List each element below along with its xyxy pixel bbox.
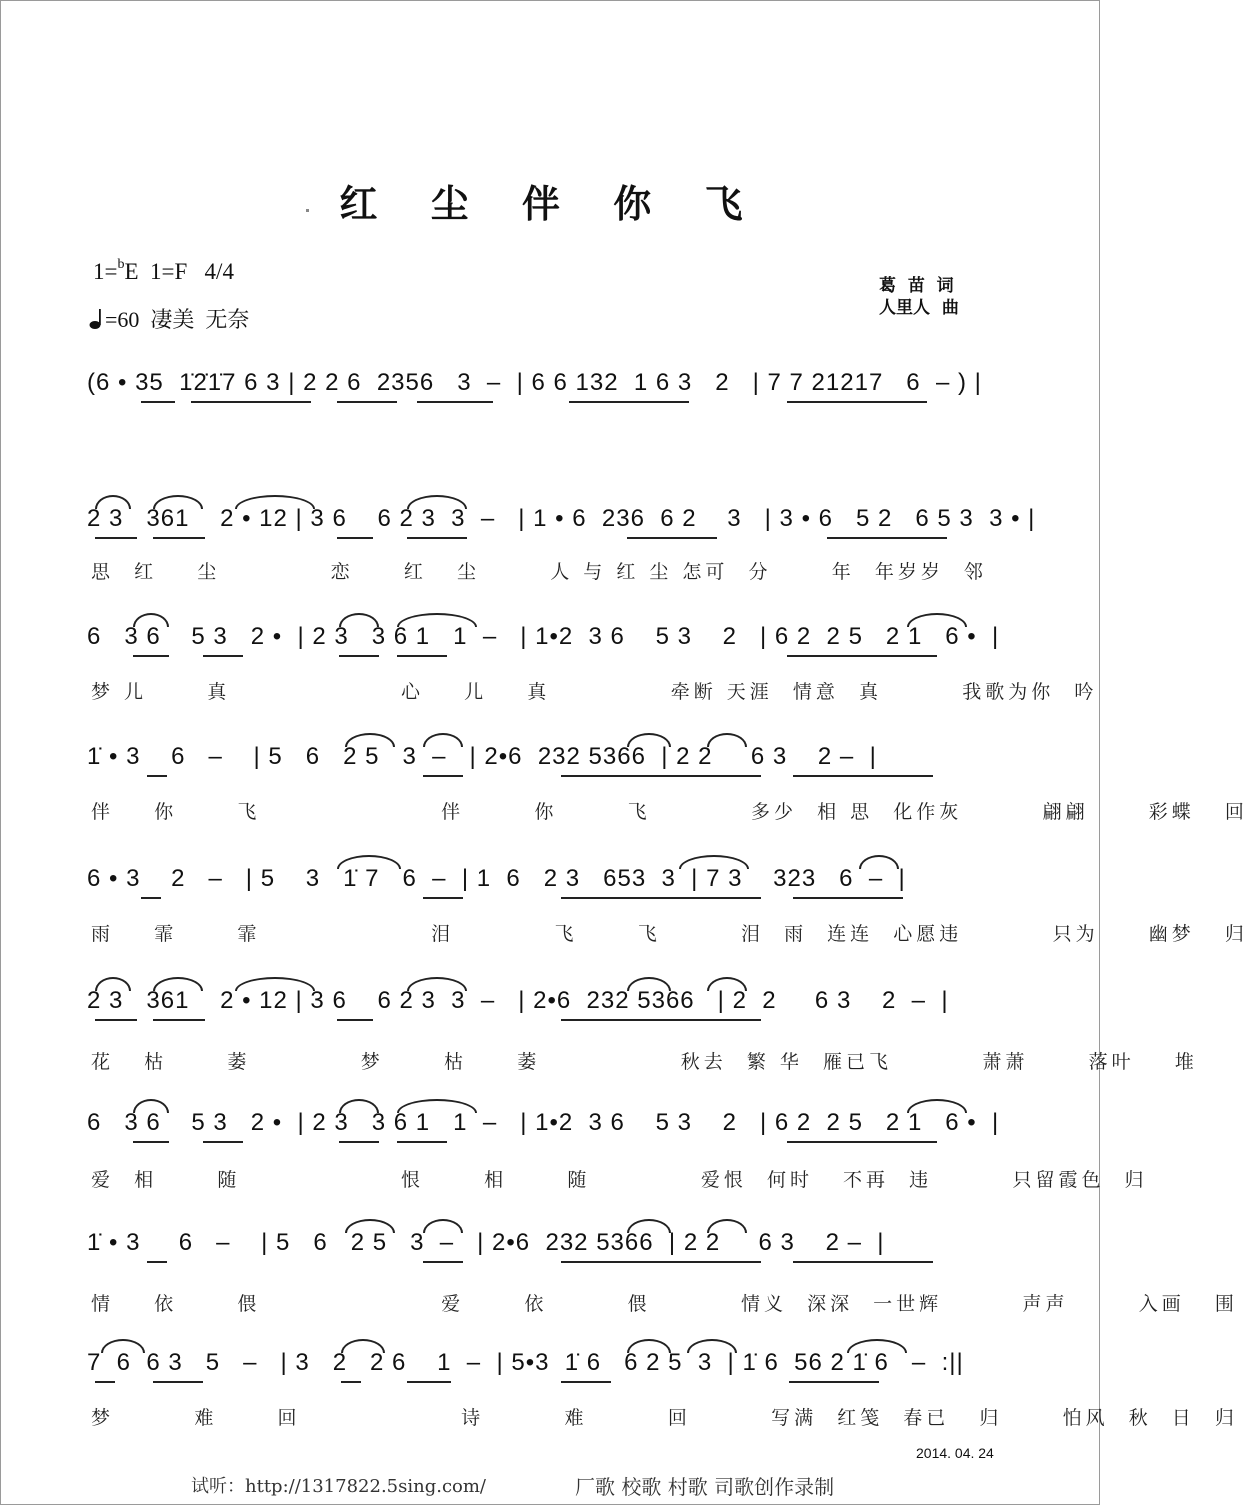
notation-text: 2 3 361 2 • 12 | 3 6 6 2 3 3 – | 2•6 232 5366 | 2 2 6 3 2 – | xyxy=(87,987,949,1014)
key-prefix: 1= xyxy=(93,259,118,284)
beam-underline xyxy=(407,1381,451,1383)
beam-underline xyxy=(203,655,243,657)
notation-text: 6 • 3 2 – | 5 3 1̇ 7 6 – | 1 6 2 3 653 3 | 7 3 323 6 – | xyxy=(87,865,906,892)
key-signature xyxy=(93,259,234,285)
listen-link[interactable]: 试听：http://1317822.5sing.com/ xyxy=(191,1476,486,1497)
staff-line-2 xyxy=(87,617,1007,667)
lyric-line-6 xyxy=(91,1165,1148,1195)
beam-underline xyxy=(203,1141,243,1143)
beam-underline xyxy=(787,1141,937,1143)
notation-text: 6 3 6 5 3 2 • | 2 3 3 6 1 1 – | 1•2 3 6 5 3 2 | 6 2 2 5 2 1 6 • | xyxy=(87,1109,1000,1136)
beam-underline xyxy=(627,537,717,539)
notation-text: 1̇ • 3 6 – | 5 6 2 5 3 – | 2•6 232 5366 | 2 2 6 3 2 – | xyxy=(87,743,877,770)
date-stamp: 2014. 04. 24 xyxy=(916,1445,994,1461)
beam-underline xyxy=(417,401,493,403)
tempo-marking xyxy=(89,303,249,334)
lyric-line-2 xyxy=(91,677,1098,707)
staff-line-1 xyxy=(87,499,1036,549)
lyric-line-3 xyxy=(91,797,1248,827)
key-flat-sign: b xyxy=(117,257,125,273)
beam-underline xyxy=(569,401,689,403)
beam-underline xyxy=(339,655,379,657)
beam-underline xyxy=(153,1019,205,1021)
lyric-text: 雨 霏 霏 泪 飞 飞 泪 雨 连连 心愿违 只为 幽梦 归 xyxy=(91,923,1248,945)
notation-text: 2 3 361 2 • 12 | 3 6 6 2 3 3 – | 1 • 6 236 6 2 3 | 3 • 6 5 2 6 5 3 3 • | xyxy=(87,505,1036,532)
lyric-line-7 xyxy=(91,1289,1238,1319)
beam-underline xyxy=(153,537,205,539)
beam-underline xyxy=(339,1141,379,1143)
beam-underline xyxy=(133,1141,169,1143)
lyric-text: 花 枯 萎 梦 枯 萎 秋去 繁 华 雁已飞 萧萧 落叶 堆 xyxy=(91,1051,1198,1073)
lyric-line-5 xyxy=(91,1047,1198,1077)
lyric-text: 伴 你 飞 伴 你 飞 多少 相 思 化作灰 翩翩 彩蝶 回 xyxy=(91,801,1248,823)
staff-line-8 xyxy=(87,1343,1007,1393)
beam-underline xyxy=(141,401,175,403)
beam-underline xyxy=(561,1019,761,1021)
beam-underline xyxy=(561,775,761,777)
staff-line-4 xyxy=(87,859,1007,909)
beam-underline xyxy=(793,775,933,777)
beam-underline xyxy=(827,537,947,539)
beam-underline xyxy=(133,655,169,657)
notation-text: 6 3 6 5 3 2 • | 2 3 3 6 1 1 – | 1•2 3 6 5 3 2 | 6 2 2 5 2 1 6 • | xyxy=(87,623,1000,650)
beam-underline xyxy=(423,1261,463,1263)
studio-tagline: 厂歌 校歌 村歌 司歌创作录制 xyxy=(575,1475,835,1499)
staff-line-0 xyxy=(87,363,1007,413)
notation-text: (6 • 35 1̇2̇1̇7 6 3 | 2 2 6 2356 3 – | 6 6 132 1 6 3 2 | 7 7 21217 6 – ) | xyxy=(87,369,982,396)
notation-text: 1̇ • 3 6 – | 5 6 2 5 3 – | 2•6 232 5366 | 2 2 6 3 2 – | xyxy=(87,1229,885,1256)
staff-line-5 xyxy=(87,981,1007,1031)
beam-underline xyxy=(787,401,927,403)
beam-underline xyxy=(423,775,463,777)
beam-underline xyxy=(341,1381,361,1383)
beam-underline xyxy=(793,897,903,899)
composer-credit: 人里人 曲 xyxy=(879,298,959,318)
lyric-line-8 xyxy=(91,1403,1238,1433)
beam-underline xyxy=(95,1019,137,1021)
beam-underline xyxy=(141,897,161,899)
beam-underline xyxy=(337,537,373,539)
staff-line-7 xyxy=(87,1223,1007,1273)
beam-underline xyxy=(337,1019,373,1021)
beam-underline xyxy=(407,537,467,539)
lyric-line-4 xyxy=(91,919,1248,949)
beam-underline xyxy=(147,775,167,777)
beam-underline xyxy=(423,897,463,899)
lyric-text: 思 红 尘 恋 红 尘 人 与 红 尘 怎可 分 年 年岁岁 邻 xyxy=(91,561,987,583)
beam-underline xyxy=(191,401,311,403)
beam-underline xyxy=(95,1381,115,1383)
lyricist-credit: 葛 苗 词 xyxy=(879,276,954,296)
lyric-text: 梦 难 回 诗 难 回 写满 红笺 春已 归 怕风 秋 日 归 xyxy=(91,1407,1238,1429)
beam-underline xyxy=(397,655,447,657)
beam-underline xyxy=(153,1381,203,1383)
quarter-note-icon xyxy=(89,308,105,330)
lyric-text: 爱 相 随 恨 相 随 爱恨 何时 不再 违 只留霞色 归 xyxy=(91,1169,1148,1191)
tempo-text: =60 凄美 无奈 xyxy=(105,307,250,332)
staff-line-3 xyxy=(87,737,1007,787)
credits xyxy=(879,275,959,319)
beam-underline xyxy=(95,537,137,539)
lyric-line-1 xyxy=(91,557,1011,587)
beam-underline xyxy=(147,1261,167,1263)
beam-underline xyxy=(561,897,761,899)
beam-underline xyxy=(561,1261,761,1263)
beam-underline xyxy=(789,1381,879,1383)
key-alt-and-meter: 1=F 4/4 xyxy=(138,259,234,284)
key-letter: E xyxy=(124,259,139,284)
beam-underline xyxy=(793,1261,933,1263)
beam-underline xyxy=(337,401,397,403)
lyric-line-0 xyxy=(91,421,1011,451)
lyric-text: 梦 儿 真 心 儿 真 牵断 天涯 情意 真 我歌为你 吟 xyxy=(91,681,1098,703)
song-title: 红 尘 伴 你 飞 xyxy=(339,181,763,226)
lyric-text: 情 依 偎 爱 依 偎 情义 深深 一世辉 声声 入画 围 xyxy=(91,1293,1238,1315)
beam-underline xyxy=(397,1141,447,1143)
notation-text: 7 6 6 3 5 – | 3 2 2 6 1 – | 5•3 1̇ 6 6 2 5 3 | 1̇ 6 56 2 1̇ 6 – :|| xyxy=(87,1349,964,1376)
beam-underline xyxy=(561,1381,611,1383)
beam-underline xyxy=(787,655,937,657)
staff-line-6 xyxy=(87,1103,1007,1153)
